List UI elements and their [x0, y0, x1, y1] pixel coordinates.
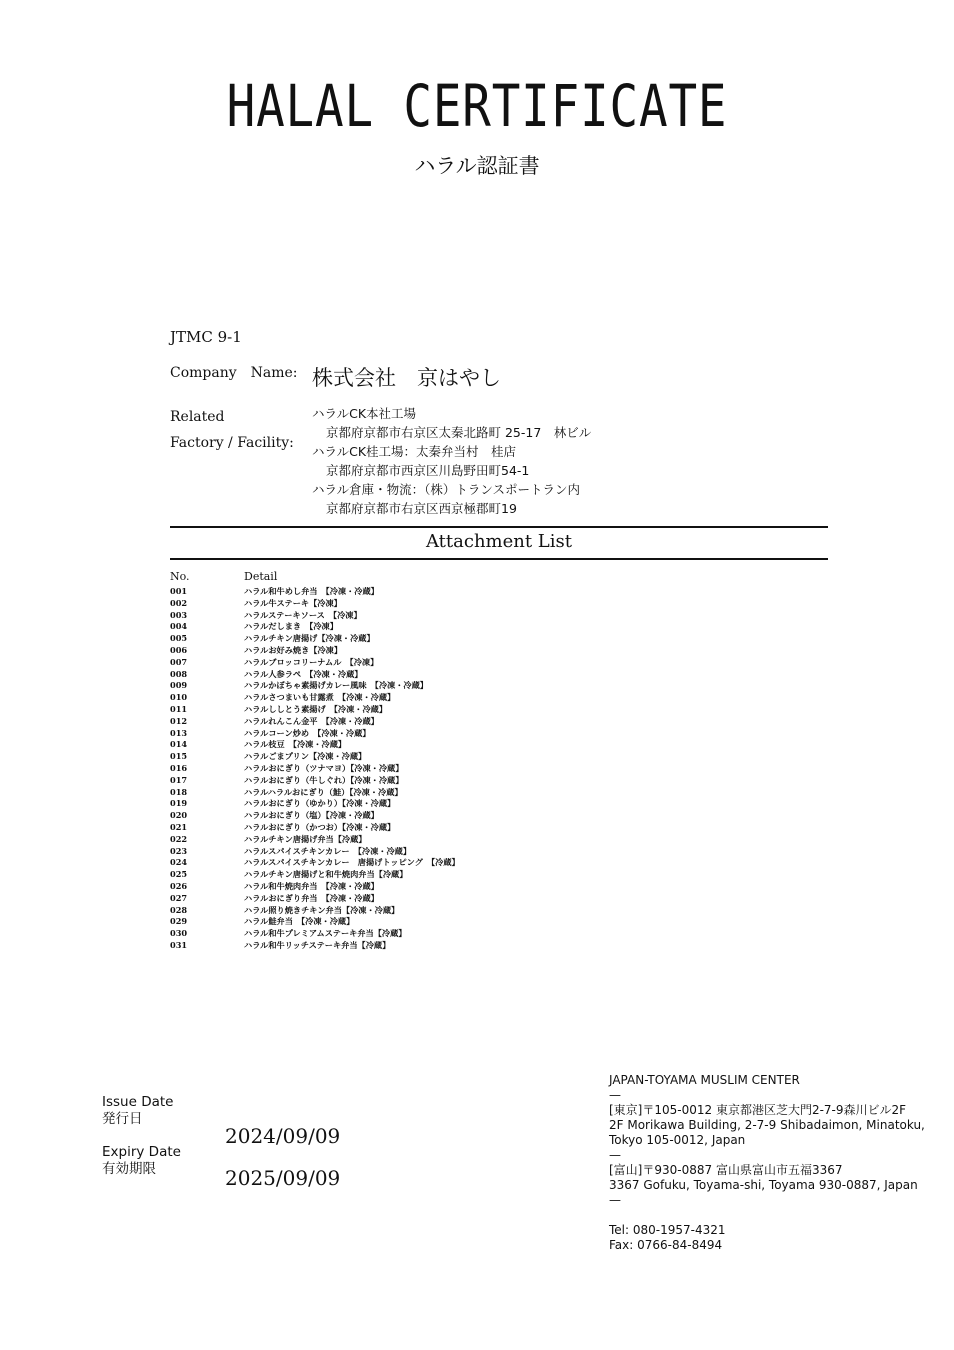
table-row	[170, 916, 830, 928]
item-number: 026	[170, 880, 188, 891]
column-header-no: No.	[170, 569, 190, 583]
item-detail: ハラルチキン唐揚げと和牛焼肉弁当【冷蔵】	[244, 869, 408, 880]
item-number: 004	[170, 621, 188, 632]
item-detail: ハラルチキン唐揚げ弁当【冷蔵】	[244, 833, 367, 844]
item-detail: ハラルだしまき 【冷凍】	[244, 621, 338, 632]
attachment-rows	[170, 586, 830, 952]
toyama-address-en: 3367 Gofuku, Toyama-shi, Toyama 930-0887, Japan	[609, 1178, 918, 1192]
item-number: 030	[170, 928, 188, 939]
item-number: 007	[170, 656, 188, 667]
item-number: 022	[170, 833, 188, 844]
issue-date-label-ja: 発行日	[102, 1111, 143, 1127]
expiry-date-value: 2025/09/09	[225, 1166, 341, 1190]
item-number: 024	[170, 857, 188, 868]
item-number: 011	[170, 703, 188, 714]
separator: —	[609, 1193, 621, 1207]
item-number: 015	[170, 751, 188, 762]
item-detail: ハラルコーン炒め 【冷凍・冷蔵】	[244, 727, 371, 738]
issue-date-label-en: Issue Date	[102, 1094, 174, 1110]
issuer-block	[609, 1073, 939, 1253]
table-row	[170, 633, 830, 645]
tokyo-address-ja: [東京]〒105-0012 東京都港区芝大門2-7-9森川ビル2F	[609, 1103, 907, 1117]
item-detail: ハラルおにぎり（かつお）【冷凍・冷蔵】	[244, 821, 396, 832]
table-row	[170, 739, 830, 751]
table-row	[170, 763, 830, 775]
table-row	[170, 598, 830, 610]
tokyo-address-en-2: Tokyo 105-0012, Japan	[609, 1133, 746, 1147]
item-number: 002	[170, 597, 188, 608]
item-number: 025	[170, 869, 188, 880]
item-detail: ハラルごまプリン【冷凍・冷蔵】	[244, 751, 367, 762]
table-row	[170, 881, 830, 893]
table-row	[170, 610, 830, 622]
facility-label-line-2: Factory / Facility:	[170, 435, 294, 451]
table-row	[170, 822, 830, 834]
table-row	[170, 869, 830, 881]
item-detail: ハラル鮭弁当 【冷凍・冷蔵】	[244, 916, 355, 927]
item-detail: ハラルおにぎり（牛しぐれ）【冷凍・冷蔵】	[244, 774, 404, 785]
item-number: 031	[170, 939, 188, 950]
item-number: 003	[170, 609, 188, 620]
issuer-name: JAPAN-TOYAMA MUSLIM CENTER	[609, 1073, 800, 1087]
table-row	[170, 645, 830, 657]
item-number: 019	[170, 798, 188, 809]
table-row	[170, 692, 830, 704]
item-number: 021	[170, 821, 188, 832]
item-detail: ハラルチキン唐揚げ【冷凍・冷蔵】	[244, 633, 375, 644]
company-name: 株式会社 京はやし	[312, 366, 501, 390]
table-row	[170, 775, 830, 787]
item-detail: ハラルししとう素揚げ 【冷凍・冷蔵】	[244, 703, 388, 714]
item-number: 009	[170, 680, 188, 691]
table-row	[170, 680, 830, 692]
item-detail: ハラル枝豆 【冷凍・冷蔵】	[244, 739, 347, 750]
certificate-title: HALAL CERTIFICATE	[226, 72, 728, 140]
item-number: 012	[170, 715, 188, 726]
item-detail: ハラル和牛プレミアムステーキ弁当【冷蔵】	[244, 928, 407, 939]
attachment-list-title: Attachment List	[425, 531, 572, 552]
table-row	[170, 846, 830, 858]
item-number: 006	[170, 644, 188, 655]
item-number: 018	[170, 786, 188, 797]
item-detail: ハラルさつまいも甘露煮 【冷凍・冷蔵】	[244, 692, 396, 703]
table-row	[170, 893, 830, 905]
separator: —	[609, 1088, 621, 1102]
item-number: 010	[170, 692, 188, 703]
facility-address: 京都府京都市右京区太秦北路町 25-17 林ビル	[326, 425, 592, 440]
facility-label	[170, 404, 294, 456]
attachment-top-rule	[170, 526, 828, 528]
table-row	[170, 857, 830, 869]
item-detail: ハラルハラルおにぎり（鮭）【冷凍・冷蔵】	[244, 786, 403, 797]
item-detail: ハラル和牛めし弁当 【冷凍・冷蔵】	[244, 586, 379, 596]
column-header-detail: Detail	[244, 569, 278, 583]
certificate-subtitle: ハラル認証書	[414, 154, 540, 178]
table-row	[170, 751, 830, 763]
toyama-address-ja: [富山]〒930-0887 富山県富山市五福3367	[609, 1163, 843, 1177]
item-number: 014	[170, 739, 188, 750]
document-number: JTMC 9-1	[170, 328, 242, 346]
separator: —	[609, 1148, 621, 1162]
table-row	[170, 787, 830, 799]
issue-date-label	[102, 1094, 173, 1128]
attachment-table	[170, 566, 830, 952]
item-detail: ハラル和牛リッチステーキ弁当【冷蔵】	[244, 939, 391, 950]
company-name-label: Company Name:	[170, 365, 298, 381]
item-detail: ハラルお好み焼き【冷凍】	[244, 644, 343, 655]
item-detail: ハラルおにぎり（塩）【冷凍・冷蔵】	[244, 810, 379, 821]
item-number: 016	[170, 762, 188, 773]
issuer-fax: Fax: 0766-84-8494	[609, 1238, 723, 1252]
item-detail: ハラル人参ラペ 【冷凍・冷蔵】	[244, 668, 363, 679]
expiry-date-label-ja: 有効期限	[102, 1161, 156, 1177]
item-number: 029	[170, 916, 188, 927]
item-number: 028	[170, 904, 188, 915]
issue-date-value: 2024/09/09	[225, 1124, 341, 1148]
table-row	[170, 716, 830, 728]
item-detail: ハラル和牛焼肉弁当 【冷凍・冷蔵】	[244, 880, 379, 891]
table-row	[170, 905, 830, 917]
table-row	[170, 728, 830, 740]
item-number: 027	[170, 892, 188, 903]
item-detail: ハラルれんこん金平 【冷凍・冷蔵】	[244, 715, 379, 726]
table-row	[170, 704, 830, 716]
attachment-bottom-rule	[170, 558, 828, 560]
item-number: 023	[170, 845, 188, 856]
table-row	[170, 810, 830, 822]
issuer-tel: Tel: 080-1957-4321	[609, 1223, 726, 1237]
item-detail: ハラルおにぎり（ツナマヨ）【冷凍・冷蔵】	[244, 762, 404, 773]
table-row	[170, 940, 830, 952]
item-number: 013	[170, 727, 188, 738]
facility-list	[312, 404, 591, 518]
item-number: 008	[170, 668, 188, 679]
item-number: 001	[170, 586, 188, 596]
item-detail: ハラルステーキソース 【冷凍】	[244, 609, 362, 620]
facility-address: 京都府京都市右京区西京極郡町19	[326, 501, 517, 516]
table-row	[170, 586, 830, 598]
item-number: 017	[170, 774, 188, 785]
item-detail: ハラルおにぎり弁当 【冷凍・冷蔵】	[244, 892, 379, 903]
table-row	[170, 657, 830, 669]
facility-name: ハラルCK本社工場	[312, 406, 417, 421]
table-row	[170, 798, 830, 810]
facility-name: ハラルCK桂工場：太秦弁当村 桂店	[312, 444, 517, 459]
table-row	[170, 834, 830, 846]
item-detail: ハラルブロッコリーナムル 【冷凍】	[244, 656, 379, 667]
table-row	[170, 669, 830, 681]
facility-label-line-1: Related	[170, 409, 225, 425]
table-row	[170, 928, 830, 940]
table-row	[170, 621, 830, 633]
item-detail: ハラル牛ステーキ【冷凍】	[244, 597, 342, 608]
item-number: 020	[170, 810, 188, 821]
tokyo-address-en-1: 2F Morikawa Building, 2-7-9 Shibadaimon, Minatoku,	[609, 1118, 925, 1132]
facility-name: ハラル倉庫・物流：（株）トランスポートラン内	[312, 482, 581, 497]
attachment-table-header	[170, 566, 830, 586]
expiry-date-label	[102, 1144, 181, 1178]
item-detail: ハラルおにぎり（ゆかり）【冷凍・冷蔵】	[244, 798, 396, 809]
item-detail: ハラルスパイスチキンカレー 唐揚げトッピング 【冷蔵】	[244, 857, 460, 868]
item-number: 005	[170, 633, 188, 644]
expiry-date-label-en: Expiry Date	[102, 1144, 181, 1160]
item-detail: ハラルかぼちゃ素揚げカレー風味 【冷凍・冷蔵】	[244, 680, 428, 691]
item-detail: ハラル照り焼きチキン弁当【冷凍・冷蔵】	[244, 904, 400, 915]
facility-address: 京都府京都市西京区川島野田町54-1	[326, 463, 530, 478]
item-detail: ハラルスパイスチキンカレー 【冷凍・冷蔵】	[244, 845, 412, 856]
